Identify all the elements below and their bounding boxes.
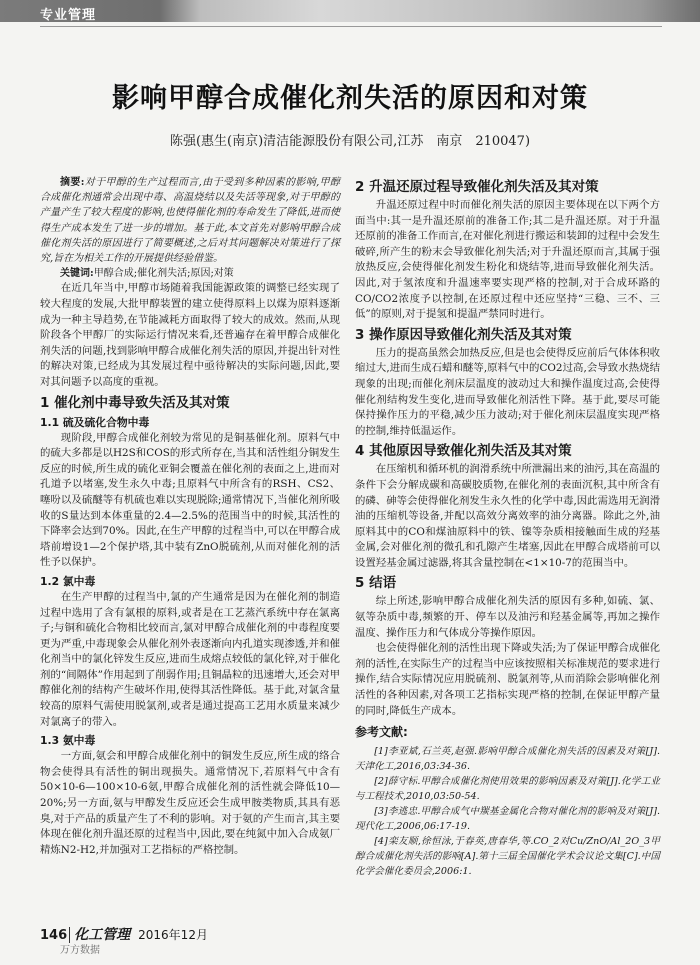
section-1-3-heading: 1.3 氨中毒 <box>40 734 96 748</box>
intro-paragraph: 在近几年当中,甲醇市场随着我国能源政策的调整已经实现了较大程度的发展,大批甲醇装置的建立使得原料上以煤为原料逐渐成为一种主导趋势,在节能减耗方面取得了较大的成效。然而,从现阶段各个甲醇厂的实际运行情况来看,还普遍存在着甲醇合成催化剂失活的问题,找到影响甲醇合成催化剂失活的原因,并提出针对性的解决对策,已经成为其发展过程中亟待解决的实际问题,因此,要对其问题予以高度的重视。 <box>40 282 340 388</box>
section-tag: 专业管理 <box>40 8 97 23</box>
section-5-text-2: 也会使得催化剂的活性出现下降或失活;为了保证甲醇合成催化剂的活性,在实际生产的过程当中应该按照相关标准规范的要求进行操作,结合实际情况应用脱硫剂、脱氯剂等,从而消除会影响催化剂活性的各种因素,对各项工艺指标实现严格的控制,在保证甲醇产量的同时,降低生产成本。 <box>355 642 660 717</box>
page-number: 146 <box>40 928 68 943</box>
section-3-heading: 3 操作原因导致催化剂失活及其对策 <box>355 326 572 343</box>
right-column <box>355 175 660 879</box>
journal-name: 化工管理 <box>74 927 131 943</box>
section-1-2-heading: 1.2 氯中毒 <box>40 574 96 588</box>
keywords-text: 甲醇合成;催化剂失活;原因;对策 <box>93 268 234 280</box>
section-1-1-heading: 1.1 硫及硫化合物中毒 <box>40 415 150 429</box>
section-1-heading: 1 催化剂中毒导致失活及其对策 <box>40 394 230 411</box>
reference-item: [4]栾友顺,徐恒泳,于春英,唐春华,等.CO_2对Cu/ZnO/Al_2O_3甲醇合成催化剂失活的影响[A].第十三届全国催化学术会议论文集[C].中国化学会催化委员会,2006:1. <box>355 835 660 877</box>
left-column <box>40 175 340 858</box>
keywords-label: 关键词: <box>60 268 94 280</box>
section-1-1-text: 现阶段,甲醇合成催化剂较为常见的是铜基催化剂。原料气中的硫大多都是以H2S和COS的形式所存在,当其和活性组分铜发生反应的时候,所生成的硫化亚铜会覆盖在催化剂的表面之上,进而对孔道予以堵塞,发生永久中毒;且原料气中所含有的RSH、CS2、噻吩以及硫醚等有机硫也难以实现脱除;通常情况下,当催化剂所吸收的S量达到本体重量的2.4—2.5%的范围当中的时候,其活性的下降率会达到70%。因此,在生产甲醇的过程当中,可以在甲醇合成塔前增设1—2个保护塔,其中装有ZnO脱硫剂,从而对催化剂的活性予以保护。 <box>40 431 340 569</box>
section-4-heading: 4 其他原因导致催化剂失活及其对策 <box>355 443 572 460</box>
section-1-2-text: 在生产甲醇的过程当中,氯的产生通常是因为在催化剂的制造过程中选用了含有氯根的原料,或者是在工艺蒸汽系统中存在氯离子;与铜和硫化合物相比较而言,氯对甲醇合成催化剂的中毒程度要更为严重,中毒现象会从催化剂外表逐渐向内孔道实现渗透,并和催化剂当中的氯化锌发生反应,进而生成熔点较低的氯化锌,对于催化剂的“间隔体”作用起到了削弱作用;且铜晶粒的迅速增大,还会对甲醇催化剂的结构产生破坏作用,使得其活性降低。基于此,对氯含量较高的原料气需使用脱氯剂,或者是通过提高工艺用水质量来减少对氯离子的带入。 <box>40 590 340 728</box>
abstract <box>40 175 340 266</box>
abstract-text: 对于甲醇的生产过程而言,由于受到多种因素的影响,甲醇合成催化剂通常会出现中毒、高温烧结以及失活等现象,对于甲醇的产量产生了较大程度的影响,也使得催化剂的寿命发生了降低,进而使得生产成本发生了进一步的增加。基于此,本文首先对影响甲醇合成催化剂失活的原因进行了简要概述,之后对其问题解决对策进行了探究,旨在为相关工作的开展提供经验借鉴。 <box>40 177 340 265</box>
section-5-text-1: 综上所述,影响甲醇合成催化剂失活的原因有多种,如硫、氯、氨等杂质中毒,频繁的开、停车以及油污和羟基金属等,再加之操作温度、操作压力和气体成分等操作原因。 <box>355 595 660 639</box>
issue-date: 2016年12月 <box>138 928 208 942</box>
section-1-3-text: 一方面,氨会和甲醇合成催化剂中的铜发生反应,所生成的络合物会使得具有活性的铜出现损失。通常情况下,若原料气中含有50×10-6—100×10-6氨,甲醇合成催化剂的活性就会降低10—20%;另一方面,氨与甲醇发生反应还会生成甲胺类物质,其具有恶臭,对于产品的质量产生了不利的影响。对于氨的产生而言,其主要体现在催化剂升温还原的过程当中,因此,要在纯氮中加入合成氨厂精炼N2-H2,并加强对工艺指标的严格控制。 <box>40 750 340 856</box>
section-4-text: 在压缩机和循环机的润滑系统中所泄漏出来的油污,其在高温的条件下会分解成碳和高碳胶质物,在催化剂的表面沉积,其中所含有的磷、砷等会使得催化剂发生永久性的化学中毒,因此需选用无润滑油的压缩机等设备,并配以高效分离效率的油分离器。除此之外,油原料其中的CO和煤油原料中的铁、镍等杂质相接触面生成的羟基金属,会对催化剂的微孔和孔隙产生堵塞,因此在甲醇合成塔前可以设置羟基金属过滤器,将其含量控制在<1×10-7的范围当中。 <box>355 463 660 569</box>
section-2-text: 升温还原过程中时而催化剂失活的原因主要体现在以下两个方面当中:其一是升温还原前的准备工作;其二是升温还原。对于升温还原前的准备工作而言,在对催化剂进行搬运和装卸的过程中会发生破碎,所产生的粉末会导致催化剂失活;对于升温还原而言,其属于强放热反应,会使得催化剂发生粉化和烧结等,进而导致催化剂失活。因此,对于氢浓度和升温速率要实现严格的控制,对于合成环路的CO/CO2浓度予以控制,在还原过程中还应坚持“三稳、三不、三低”的原则,对于提氢和提温严禁同时进行。 <box>355 199 660 321</box>
references-heading: 参考文献: <box>355 725 408 740</box>
keywords <box>40 266 340 281</box>
header-band <box>0 0 700 22</box>
header-rule <box>40 26 662 27</box>
article-title: 影响甲醇合成催化剂失活的原因和对策 <box>112 83 588 114</box>
author-line: 陈强(惠生(南京)清洁能源股份有限公司,江苏 南京 210047) <box>169 134 531 149</box>
abstract-label: 摘要: <box>60 177 85 188</box>
section-5-heading: 5 结语 <box>355 575 397 592</box>
reference-item: [1]李亚斌,石兰英,赵强.影响甲醇合成催化剂失活的因素及对策[J].天津化工,2016,03:34-36. <box>355 745 660 772</box>
section-2-heading: 2 升温还原过程导致催化剂失活及其对策 <box>355 179 599 195</box>
watermark: 万方数据 <box>60 945 100 956</box>
reference-item: [3]李逃忠.甲醇合成气中羰基金属化合物对催化剂的影响及对策[J].现代化工,2006,06:17-19. <box>355 805 660 832</box>
section-3-text: 压力的提高虽然会加热反应,但是也会使得反应前后气体体积收缩过大,进而生成石蜡和醚等,原料气中的CO2过高,会导致水热烧结现象的出现;而催化剂床层温度的波动过大和操作温度过高,会使得催化剂结构发生变化,进而导致催化剂活性下降。基于此,要尽可能保持操作压力的平稳,减少压力波动;对于催化剂床层温度实现严格的控制,维持低温运作。 <box>355 346 660 437</box>
reference-item: [2]薛守标.甲醇合成催化剂使用效果的影响因素及对策[J].化学工业与工程技术,2010,03:50-54. <box>355 775 660 802</box>
